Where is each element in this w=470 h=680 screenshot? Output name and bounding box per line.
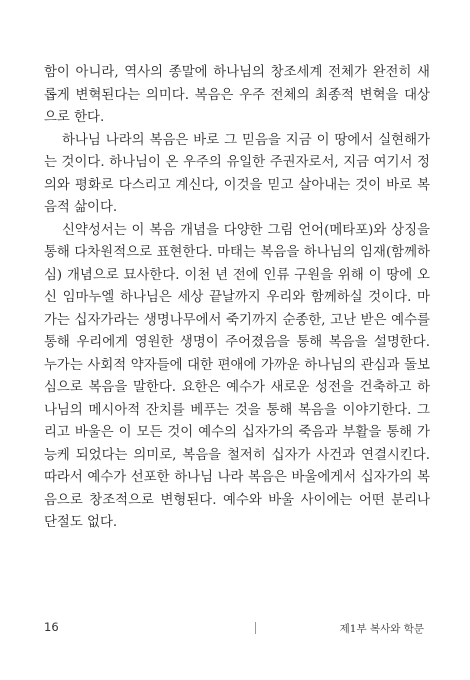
text-line: 심) 개념으로 묘사한다. 이천 년 전에 인류 구원을 위해 이 땅에 오 (44, 267, 430, 283)
text-line: 는 것이다. 하나님이 온 우주의 유일한 주권자로서, 지금 여기서 정 (44, 155, 430, 170)
text-line: 신약성서는 이 복음 개념을 다양한 그림 언어(메타포)와 상징을 (62, 222, 430, 238)
text-line: 신 임마누엘 하나님은 세상 끝날까지 우리와 함께하실 것이다. 마 (44, 290, 430, 305)
text-line: 의와 평화로 다스리고 계신다, 이것을 믿고 살아내는 것이 바로 복 (44, 177, 430, 193)
text-line: 통해 우리에게 영원한 생명이 주어졌음을 통해 복음을 설명한다. (44, 335, 430, 350)
text-line: 능케 되었다는 의미로, 복음을 철저히 십자가 사건과 연결시킨다. (44, 447, 430, 463)
text-line: 하나님 나라의 복음은 바로 그 믿음을 지금 이 땅에서 실현해가 (62, 132, 430, 148)
footer-divider (255, 622, 256, 634)
text-line: 리고 바울은 이 모든 것이 예수의 십자가의 죽음과 부활을 통해 가 (44, 425, 430, 440)
text-line: 통해 다차원적으로 표현한다. 마태는 복음을 하나님의 임재(함께하 (44, 245, 430, 260)
running-head: 제1부 복사와 학문 (339, 623, 424, 635)
text-line: 함이 아니라, 역사의 종말에 하나님의 창조세계 전체가 완전히 새 (44, 65, 430, 80)
text-line: 누가는 사회적 약자들에 대한 편애에 가까운 하나님의 관심과 돌보 (44, 357, 430, 373)
text-line: 심으로 복음을 말한다. 요한은 예수가 새로운 성전을 건축하고 하 (44, 380, 430, 395)
text-line: 으로 한다. (44, 110, 105, 125)
page-footer (44, 620, 424, 638)
body-text (44, 62, 430, 535)
text-line: 음으로 창조적으로 변형된다. 예수와 바울 사이에는 어떤 분리나 (44, 492, 430, 508)
text-line: 롭게 변혁된다는 의미다. 복음은 우주 전체의 최종적 변혁을 대상 (44, 87, 430, 103)
page-number: 16 (44, 620, 59, 634)
text-line: 가는 십자가라는 생명나무에서 죽기까지 순종한, 고난 받은 예수를 (44, 312, 430, 328)
text-line: 음적 삶이다. (44, 200, 118, 215)
text-line: 나님의 메시아적 잔치를 베푸는 것을 통해 복음을 이야기한다. 그 (44, 402, 430, 418)
text-line: 따라서 예수가 선포한 하나님 나라 복음은 바울에게서 십자가의 복 (44, 470, 430, 485)
text-line: 단절도 없다. (44, 515, 118, 530)
